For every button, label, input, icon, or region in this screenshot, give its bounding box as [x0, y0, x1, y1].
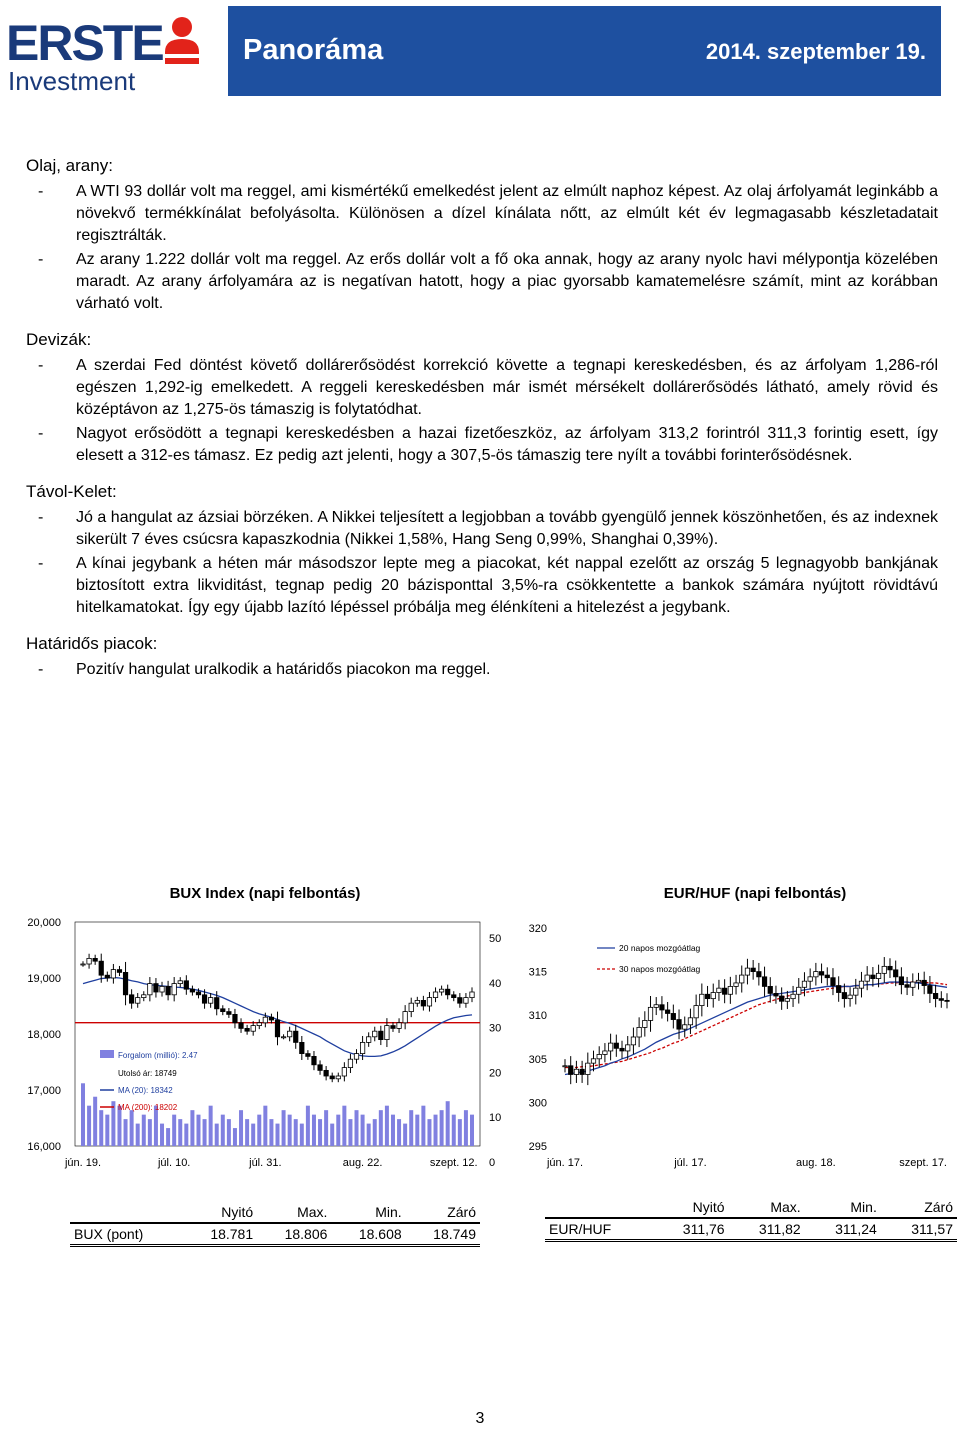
volume-bar — [348, 1119, 352, 1146]
publication-date: 2014. szeptember 19. — [705, 39, 926, 64]
candle — [99, 961, 103, 975]
candle — [397, 1023, 401, 1029]
y-tick-label: 300 — [528, 1097, 547, 1110]
publication-title: Panoráma — [243, 34, 384, 66]
volume-bar — [178, 1119, 182, 1146]
candle — [385, 1026, 389, 1040]
main-content — [26, 155, 938, 683]
candle — [899, 977, 903, 985]
candle — [933, 993, 937, 998]
candle — [945, 1000, 949, 1001]
col-open: Nyitó — [692, 1199, 725, 1215]
candle — [928, 986, 932, 994]
volume-bar — [373, 1119, 377, 1146]
candle — [722, 988, 726, 994]
candle — [360, 1042, 364, 1053]
page-header — [0, 0, 960, 100]
candle — [694, 1006, 698, 1018]
candle — [287, 1031, 291, 1037]
candle — [768, 986, 772, 993]
candle — [665, 1010, 669, 1013]
candle — [591, 1059, 595, 1063]
volume-bar — [367, 1124, 371, 1146]
volume-bar — [403, 1124, 407, 1146]
y-tick-label: 320 — [528, 923, 547, 935]
candle — [160, 986, 164, 992]
section-oil-gold — [26, 155, 938, 315]
list-item: - A szerdai Fed döntést követő dollárerősödést korrekció követte a tegnapi kereskedésben, és az árfolyam 1,286-ról egészen 1,292-ig emelkedett. A reggeli kereskedésben már ismét mérsékelt dollárerősödés látható, amely rövid és középtávon az 1,275-ös támaszig is folytatódhat. — [38, 357, 938, 418]
candle — [105, 975, 109, 978]
section-title: Devizák: — [26, 330, 92, 349]
candle — [245, 1028, 249, 1031]
candle — [774, 993, 778, 996]
candle — [117, 970, 121, 973]
candle — [865, 975, 869, 981]
candle — [366, 1037, 370, 1043]
list-item: - Jó a hangulat az ázsiai börzéken. A Nikkei teljesített a legjobban a tovább gyengülő jennek köszönhetően, és az indexnek sikerült 7 éves csúcsra kapaszkodnia (Nikkei 1,58%, Hang Seng 0,99%, Shanghai 0,39%). — [38, 509, 938, 548]
candle — [342, 1068, 346, 1076]
legend-item: MA (20): 18342 — [118, 1086, 173, 1095]
y2-tick-label: 0 — [489, 1157, 496, 1169]
y-tick-label: 19,000 — [27, 973, 61, 985]
candle — [263, 1017, 267, 1023]
volume-bar — [257, 1115, 261, 1146]
list-item: - Nagyot erősödött a tegnapi kereskedésben a hazai fizetőeszköz, az árfolyam 313,2 forintról 311,3 forintig esett, így elesett a 312-es támasz. Ez pedig azt jelenti, hogy a 307,5-ös támaszig tere nyílt a további forinterősödésnek. — [38, 425, 938, 464]
candle — [637, 1027, 641, 1037]
candle — [196, 992, 200, 995]
candle — [745, 968, 749, 975]
legend-item: 30 napos mozgóátlag — [619, 964, 701, 974]
page-number: 3 — [475, 1410, 485, 1427]
candle — [620, 1048, 624, 1051]
y-tick-label: 16,000 — [27, 1141, 61, 1153]
candle — [648, 1007, 652, 1020]
volume-bar — [452, 1115, 456, 1146]
list-item: - Az arany 1.222 dollár volt ma reggel. Az erős dollár volt a fő oka annak, hogy az arany nyolc havi mélypontja közelében maradt. Az arany árfolyamára az is negatívan hatott, hogy a piac gyorsabb kamatemelésre számít, mint az korábban várható volt. — [38, 251, 938, 312]
volume-bar — [105, 1115, 109, 1146]
bux-chart-title: BUX Index (napi felbontás) — [169, 885, 361, 902]
candle — [671, 1013, 675, 1019]
candle — [705, 994, 709, 998]
candle — [470, 992, 474, 998]
candle — [717, 988, 721, 992]
col-open: Nyitó — [221, 1204, 254, 1220]
volume-bar — [282, 1110, 286, 1146]
volume-bar — [130, 1110, 134, 1146]
legend-item: 20 napos mozgóátlag — [619, 943, 701, 953]
volume-bar — [166, 1128, 170, 1146]
candle — [831, 978, 835, 986]
volume-bar — [136, 1124, 140, 1146]
candle — [791, 994, 795, 998]
candle — [740, 975, 744, 983]
x-tick-label: szept. 12. — [429, 1157, 478, 1169]
candle — [825, 975, 829, 978]
section-currencies — [26, 329, 938, 467]
title-banner — [228, 6, 941, 96]
candle — [854, 988, 858, 995]
volume-bar — [142, 1115, 146, 1146]
candle — [911, 982, 915, 987]
candle — [683, 1025, 687, 1029]
y-tick-label: 18,000 — [27, 1029, 61, 1041]
candle — [239, 1023, 243, 1029]
col-close: Záró — [447, 1204, 476, 1220]
y2-tick-label: 20 — [489, 1067, 502, 1080]
candle — [836, 986, 840, 993]
candle — [876, 973, 880, 978]
candle — [221, 1009, 225, 1012]
candle — [312, 1056, 316, 1064]
erste-investment-logo — [6, 10, 206, 95]
candle — [373, 1031, 377, 1037]
ma20-line — [565, 982, 947, 1074]
legend-volume-swatch — [100, 1050, 114, 1058]
candle — [700, 994, 704, 1005]
y-tick-label: 17,000 — [27, 1085, 61, 1097]
candle — [654, 1005, 658, 1008]
candle — [882, 966, 886, 973]
volume-bar — [385, 1106, 389, 1146]
candle — [569, 1066, 573, 1075]
candle — [348, 1059, 352, 1067]
candle — [379, 1031, 383, 1039]
volume-bar — [470, 1115, 474, 1146]
candle — [129, 995, 133, 1003]
volume-bar — [397, 1119, 401, 1146]
candle — [166, 986, 170, 994]
instrument-name: EUR/HUF — [549, 1221, 612, 1237]
x-tick-label: júl. 10. — [157, 1157, 191, 1169]
volume-bar — [312, 1115, 316, 1146]
candle — [916, 980, 920, 982]
candle — [452, 995, 456, 998]
list-item: - A kínai jegybank a héten már másodszor lepte meg a piacokat, két nappal ezelőtt az ország 5 legnagyobb bankjának biztosított extra likviditást, tegnap pedig 20 bázisponttal 3,5%-ra csökkentette a bankok számára nyújtott rövidtávú hitelkamatokat. Így egy újabb lazító lépéssel próbálja meg élénkíteni a hitelezést a jegybank. — [38, 555, 938, 616]
col-min: Min. — [375, 1204, 402, 1220]
volume-bar — [263, 1106, 267, 1146]
candle — [415, 1000, 419, 1003]
candle — [178, 981, 182, 984]
volume-bar — [251, 1124, 255, 1146]
section-title: Távol-Kelet: — [26, 482, 117, 501]
candle — [330, 1076, 334, 1079]
x-tick-label: júl. 31. — [249, 1157, 282, 1169]
candle — [111, 970, 115, 978]
candle — [814, 972, 818, 977]
volume-bar — [318, 1119, 322, 1146]
y-tick-label: 295 — [528, 1141, 547, 1153]
candle — [785, 999, 789, 1002]
volume-bar — [190, 1110, 194, 1146]
y-tick-label: 20,000 — [27, 917, 61, 929]
candle — [251, 1026, 255, 1032]
volume-bar — [148, 1119, 152, 1146]
y-tick-label: 305 — [528, 1053, 547, 1066]
candle — [148, 984, 152, 995]
candle — [391, 1026, 395, 1029]
x-tick-label: jún. 17. — [546, 1157, 584, 1169]
col-min: Min. — [850, 1199, 877, 1215]
candle — [154, 984, 158, 992]
candle — [779, 996, 783, 1001]
volume-bar — [269, 1119, 273, 1146]
candle — [688, 1018, 692, 1025]
x-tick-label: aug. 22. — [342, 1157, 383, 1169]
candle — [660, 1005, 664, 1010]
candle — [81, 964, 85, 965]
volume-bar — [245, 1119, 249, 1146]
candle — [842, 993, 846, 999]
candle — [888, 966, 892, 969]
volume-bar — [93, 1097, 97, 1146]
candle — [819, 972, 823, 975]
list-item: - A WTI 93 dollár volt ma reggel, ami kismértékű emelkedést jelent az elmúlt naphoz képest. Az olaj árfolyamát leginkább a növekvő termékkínálat befolyásolta. Különösen a dízel kínálata nőtt, az elmúlt két év legmagasabb készletadatait regisztrálták. — [38, 183, 938, 244]
volume-bar — [239, 1110, 243, 1146]
candle — [677, 1020, 681, 1030]
x-tick-label: szept. 17. — [899, 1157, 947, 1169]
section-title: Határidős piacok: — [26, 634, 158, 653]
candle — [336, 1076, 340, 1079]
volume-bar — [434, 1115, 438, 1146]
candle — [123, 972, 127, 994]
volume-bar — [184, 1124, 188, 1146]
volume-bar — [87, 1106, 91, 1146]
candle — [614, 1043, 618, 1048]
candle — [208, 998, 212, 1004]
volume-bar — [160, 1124, 164, 1146]
col-close: Záró — [924, 1199, 953, 1215]
x-tick-label: jún. 19. — [64, 1157, 102, 1169]
eurhuf-quote-table — [545, 1197, 957, 1242]
table-header-row — [545, 1197, 957, 1218]
candle — [808, 977, 812, 981]
volume-bar — [330, 1124, 334, 1146]
candle — [848, 995, 852, 998]
candle — [300, 1042, 304, 1053]
candle — [439, 989, 443, 992]
volume-bar — [172, 1115, 176, 1146]
table-row: EUR/HUF 311,76 311,82 311,24 311,57 — [545, 1218, 957, 1241]
candle — [580, 1069, 584, 1074]
section-futures — [26, 633, 938, 681]
candle — [586, 1063, 590, 1074]
candle — [275, 1020, 279, 1037]
candle — [281, 1037, 285, 1038]
candle — [324, 1070, 328, 1076]
table-row: BUX (pont) 18.781 18.806 18.608 18.749 — [70, 1223, 480, 1246]
volume-bar — [81, 1083, 85, 1146]
volume-bar — [294, 1119, 298, 1146]
candle — [93, 958, 97, 961]
instrument-name: BUX (pont) — [74, 1226, 144, 1242]
volume-bar — [288, 1115, 292, 1146]
volume-bar — [306, 1106, 310, 1146]
candle — [734, 983, 738, 986]
candle — [711, 993, 715, 999]
volume-bar — [391, 1115, 395, 1146]
candle — [427, 998, 431, 1006]
eurhuf-chart — [515, 910, 960, 1170]
volume-bar — [355, 1110, 359, 1146]
legend-item: MA (200): 18202 — [118, 1103, 178, 1112]
logo-investment-text: Investment — [8, 66, 136, 96]
candle — [762, 977, 766, 987]
volume-bar — [464, 1110, 468, 1146]
candle — [728, 986, 732, 994]
volume-bar — [215, 1124, 219, 1146]
y2-tick-label: 50 — [489, 933, 502, 945]
candle — [233, 1014, 237, 1022]
volume-bar — [342, 1106, 346, 1146]
col-max: Max. — [297, 1204, 328, 1220]
candle — [215, 998, 219, 1009]
x-tick-label: júl. 17. — [674, 1157, 707, 1169]
y-tick-label: 310 — [528, 1010, 547, 1023]
candle — [306, 1054, 310, 1057]
candle — [905, 985, 909, 988]
candle — [802, 981, 806, 987]
volume-bar — [421, 1106, 425, 1146]
volume-bar — [409, 1110, 413, 1146]
volume-bar — [379, 1110, 383, 1146]
candle — [294, 1031, 298, 1042]
y2-tick-label: 40 — [489, 977, 502, 990]
candle — [597, 1054, 601, 1058]
y-tick-label: 315 — [528, 966, 547, 979]
legend-item: Utolsó ár: 18749 — [118, 1069, 177, 1078]
volume-bar — [324, 1110, 328, 1146]
candle — [631, 1037, 635, 1045]
volume-bar — [458, 1119, 462, 1146]
candle — [458, 998, 462, 1004]
volume-bar — [276, 1124, 280, 1146]
volume-bar — [440, 1110, 444, 1146]
y2-tick-label: 30 — [489, 1022, 502, 1035]
candle — [318, 1065, 322, 1071]
volume-bar — [427, 1119, 431, 1146]
bux-chart — [20, 910, 510, 1170]
eurhuf-chart-title: EUR/HUF (napi felbontás) — [663, 885, 847, 902]
candle — [202, 995, 206, 1003]
volume-bar — [336, 1115, 340, 1146]
volume-bar — [415, 1115, 419, 1146]
candle — [257, 1023, 261, 1026]
list-item: - Pozitív hangulat uralkodik a határidős piacokon ma reggel. — [38, 661, 491, 678]
volume-bar — [227, 1119, 231, 1146]
candle — [464, 998, 468, 1004]
candle — [433, 992, 437, 998]
volume-bar — [446, 1101, 450, 1146]
volume-bar — [124, 1119, 128, 1146]
volume-bar — [196, 1115, 200, 1146]
section-far-east — [26, 481, 938, 619]
candle — [184, 981, 188, 989]
x-tick-label: aug. 18. — [795, 1157, 836, 1169]
bux-quote-table — [70, 1202, 480, 1247]
table-header-row — [70, 1202, 480, 1223]
candle — [87, 958, 91, 964]
candle — [757, 972, 761, 977]
candle — [603, 1051, 607, 1054]
candle — [871, 975, 875, 978]
candle — [142, 995, 146, 998]
candle — [626, 1045, 630, 1051]
candle — [269, 1017, 273, 1020]
candle — [939, 999, 943, 1001]
candle — [403, 1012, 407, 1023]
candle — [574, 1069, 578, 1074]
candle — [563, 1066, 567, 1067]
candle — [409, 1003, 413, 1011]
volume-bar — [361, 1115, 365, 1146]
volume-bar — [203, 1119, 207, 1146]
volume-bar — [221, 1115, 225, 1146]
col-max: Max. — [770, 1199, 801, 1215]
candle — [859, 981, 863, 988]
candle — [445, 989, 449, 995]
section-title: Olaj, arany: — [26, 156, 113, 175]
candle — [922, 980, 926, 985]
volume-bar — [233, 1128, 237, 1146]
candle — [797, 987, 801, 994]
volume-bar — [209, 1106, 213, 1146]
logo-erste-text: ERSTE — [6, 15, 163, 71]
candle — [172, 984, 176, 995]
candle — [421, 1000, 425, 1006]
candle — [227, 1012, 231, 1015]
candle — [354, 1054, 358, 1060]
volume-bar — [300, 1124, 304, 1146]
candle — [643, 1020, 647, 1027]
legend-item: Forgalom (millió): 2.47 — [118, 1051, 198, 1060]
candle — [190, 989, 194, 992]
candle — [608, 1043, 612, 1051]
erste-logo-mark-icon — [161, 14, 203, 69]
y2-tick-label: 10 — [489, 1112, 502, 1125]
volume-bar — [111, 1101, 115, 1146]
volume-bar — [99, 1110, 103, 1146]
candle — [751, 968, 755, 971]
candle — [136, 998, 140, 1004]
candle — [893, 970, 897, 977]
